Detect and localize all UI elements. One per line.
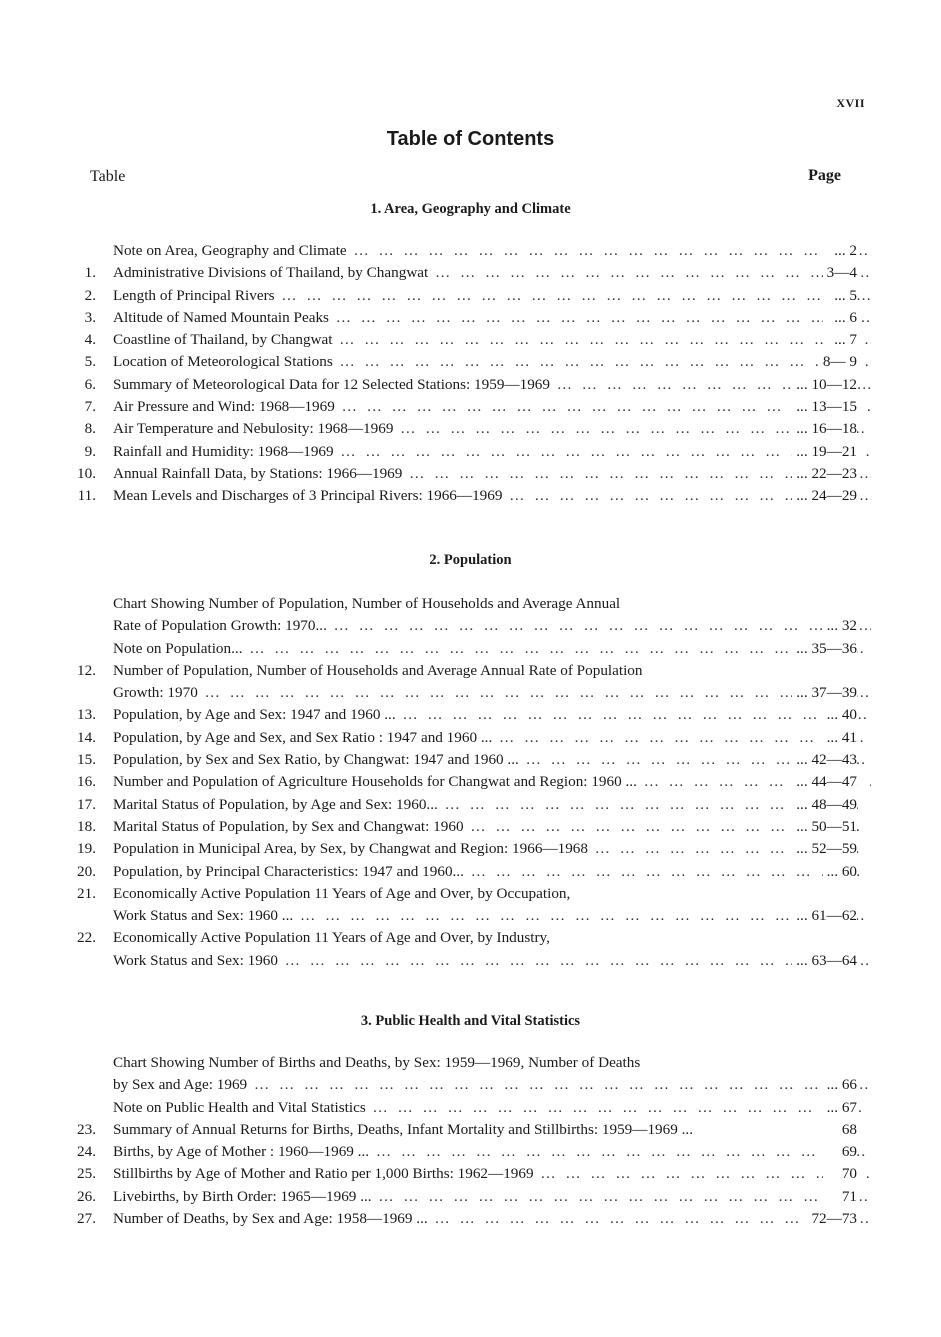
toc-entry bbox=[0, 262, 941, 284]
entry-page: ... 6 bbox=[823, 307, 857, 329]
entry-page: 69 bbox=[823, 1141, 857, 1163]
toc-entry bbox=[0, 307, 941, 329]
toc-entry bbox=[0, 950, 941, 972]
entry-title: Rate of Population Growth: 1970... … … … … … … … … … … … … … … … … … … … … … … … … … … … … … … … … … … … … … … … … bbox=[113, 615, 871, 637]
toc-entry bbox=[0, 285, 941, 307]
entry-title: Population, by Sex and Sex Ratio, by Changwat: 1947 and 1960 ... … … … … … … … … … … … … … … … … … … … … … … … … … … … … … … … … … … … … … … … … bbox=[113, 749, 871, 771]
entry-page: ... 60 bbox=[823, 861, 857, 883]
entry-number: 26. bbox=[77, 1187, 96, 1205]
entry-page: ... 24—29 bbox=[792, 485, 857, 507]
entry-title: Work Status and Sex: 1960 … … … … … … … … … … … … … … … … … … … … … … … … … … … … … … … … … … … … … … … … bbox=[113, 950, 871, 972]
entry-page: 3—4 bbox=[823, 262, 857, 284]
toc-entry bbox=[0, 463, 941, 485]
section-area-geography bbox=[0, 198, 941, 508]
entry-title: Population in Municipal Area, by Sex, by Changwat and Region: 1966—1968 … … … … … … … … … … … … … … … … … … … … … … … … … … … … … … … … … … … … … … … … bbox=[113, 838, 871, 860]
entry-page: 8— 9 bbox=[819, 351, 857, 373]
section-heading: 1. Area, Geography and Climate bbox=[370, 201, 571, 217]
entry-title: Coastline of Thailand, by Changwat … … … … … … … … … … … … … … … … … … … … … … … … … … … … … … … … … … … … … … … … bbox=[113, 329, 871, 351]
entry-page: ... 2 bbox=[823, 240, 857, 262]
entry-title: Altitude of Named Mountain Peaks … … … … … … … … … … … … … … … … … … … … … … … … … … … … … … … … … … … … … … … … bbox=[113, 307, 871, 329]
entry-list bbox=[0, 240, 941, 508]
entry-title: Air Temperature and Nebulosity: 1968—1969 … … … … … … … … … … … … … … … … … … … … … … … … … … … … … … … … … … … … … … … … bbox=[113, 418, 871, 440]
toc-entry bbox=[0, 1186, 941, 1208]
entry-number: 21. bbox=[77, 884, 96, 902]
entry-title: Summary of Annual Returns for Births, Deaths, Infant Mortality and Stillbirths: 1959—1969 ... bbox=[113, 1120, 694, 1138]
toc-entry bbox=[0, 749, 941, 771]
toc-entry bbox=[0, 374, 941, 396]
entry-number: 3. bbox=[84, 308, 96, 326]
entry-title: Administrative Divisions of Thailand, by Changwat … … … … … … … … … … … … … … … … … … … … … … … … … … … … … … … … … … … … … … … … bbox=[113, 262, 871, 284]
entry-page: 72—73 bbox=[807, 1208, 857, 1230]
entry-title: Economically Active Population 11 Years of Age and Over, by Occupation, bbox=[113, 884, 571, 902]
toc-entry bbox=[0, 329, 941, 351]
page-number: XVII bbox=[836, 96, 865, 110]
entry-page: ... 5 bbox=[823, 285, 857, 307]
toc-entry bbox=[0, 794, 941, 816]
toc-entry bbox=[0, 883, 941, 905]
entry-page: ... 44—47 bbox=[792, 771, 857, 793]
toc-entry bbox=[0, 1074, 941, 1096]
entry-page: 70 bbox=[823, 1163, 857, 1185]
entry-title: Note on Public Health and Vital Statistics … … … … … … … … … … … … … … … … … … … … … … … … … … … … … … … … … … … … … … … … bbox=[113, 1097, 871, 1119]
section-heading: 3. Public Health and Vital Statistics bbox=[360, 1013, 581, 1029]
entry-title: Livebirths, by Birth Order: 1965—1969 ... … … … … … … … … … … … … … … … … … … … … … … … … … … … … … … … … … … … … … … … … bbox=[113, 1186, 871, 1208]
entry-title: Number and Population of Agriculture Households for Changwat and Region: 1960 ... … … … … … … … … … … … … … … … … … … … … … … … … … … … … … … … … … … … … … … … … bbox=[113, 771, 871, 793]
entry-page: ... 22—23 bbox=[792, 463, 857, 485]
toc-entry bbox=[0, 838, 941, 860]
entry-number: 5. bbox=[84, 353, 96, 371]
entry-page: ... 7 bbox=[823, 329, 857, 351]
entry-page: ... 32 bbox=[823, 615, 857, 637]
toc-entry bbox=[0, 351, 941, 373]
toc-entry bbox=[0, 816, 941, 838]
toc-entry bbox=[0, 1208, 941, 1230]
entry-page: ... 41 bbox=[823, 727, 857, 749]
entry-number: 8. bbox=[84, 420, 96, 438]
toc-entry bbox=[0, 1119, 941, 1141]
entry-title: Population, by Age and Sex, and Sex Ratio : 1947 and 1960 ... … … … … … … … … … … … … … … … … … … … … … … … … … … … … … … … … … … … … … … … … bbox=[113, 727, 871, 749]
entry-list bbox=[0, 1052, 941, 1230]
entry-title: Marital Status of Population, by Age and Sex: 1960... … … … … … … … … … … … … … … … … … … … … … … … … … … … … … … … … … … … … … … … … bbox=[113, 794, 871, 816]
entry-page: ... 61—62 bbox=[792, 905, 857, 927]
entry-number: 10. bbox=[77, 464, 96, 482]
toc-entry bbox=[0, 771, 941, 793]
entry-number: 27. bbox=[77, 1210, 96, 1228]
entry-number: 6. bbox=[84, 375, 96, 393]
section-heading: 2. Population bbox=[429, 552, 512, 568]
entry-page: ... 10—12 bbox=[792, 374, 857, 396]
entry-number: 23. bbox=[77, 1120, 96, 1138]
entry-number: 25. bbox=[77, 1165, 96, 1183]
entry-title: Air Pressure and Wind: 1968—1969 … … … … … … … … … … … … … … … … … … … … … … … … … … … … … … … … … … … … … … … … bbox=[113, 396, 871, 418]
entry-number: 9. bbox=[84, 442, 96, 460]
entry-title: Work Status and Sex: 1960 ... … … … … … … … … … … … … … … … … … … … … … … … … … … … … … … … … … … … … … … … … bbox=[113, 905, 871, 927]
entry-page: ... 48—49 bbox=[792, 794, 857, 816]
entry-title: by Sex and Age: 1969 … … … … … … … … … … … … … … … … … … … … … … … … … … … … … … … … … … … … … … … … bbox=[113, 1074, 871, 1096]
entry-title: Number of Population, Number of Households and Average Annual Rate of Population bbox=[113, 661, 643, 679]
entry-title: Population, by Principal Characteristics: 1947 and 1960... … … … … … … … … … … … … … … … … … … … … … … … … … … … … … … … … … … … … … … … … bbox=[113, 861, 871, 883]
page-title: Table of Contents bbox=[386, 128, 555, 150]
toc-entry bbox=[0, 593, 941, 615]
entry-number: 1. bbox=[84, 264, 96, 282]
entry-page: ... 66 bbox=[823, 1074, 857, 1096]
toc-entry bbox=[0, 927, 941, 949]
toc-entry bbox=[0, 660, 941, 682]
entry-page: 68 bbox=[823, 1119, 857, 1141]
entry-page: ... 67 bbox=[823, 1097, 857, 1119]
entry-title: Summary of Meteorological Data for 12 Selected Stations: 1959—1969 … … … … … … … … … … … … … … … … … … … … … … … … … … … … … … … … … … … … … … … … bbox=[113, 374, 871, 396]
entry-title: Chart Showing Number of Population, Number of Households and Average Annual bbox=[113, 595, 621, 612]
section-population bbox=[0, 549, 941, 972]
entry-number: 13. bbox=[77, 706, 96, 724]
entry-number: 20. bbox=[77, 862, 96, 880]
entry-number: 15. bbox=[77, 751, 96, 769]
entry-number: 14. bbox=[77, 728, 96, 746]
toc-entry bbox=[0, 396, 941, 418]
entry-number: 11. bbox=[77, 487, 96, 505]
toc-entry bbox=[0, 727, 941, 749]
entry-page: ... 42—43 bbox=[792, 749, 857, 771]
entry-number: 24. bbox=[77, 1143, 96, 1161]
entry-title: Number of Deaths, by Sex and Age: 1958—1969 ... … … … … … … … … … … … … … … … … … … … … … … … … … … … … … … … … … … … … … … … … bbox=[113, 1208, 871, 1230]
entry-number: 7. bbox=[84, 398, 96, 416]
entry-title: Births, by Age of Mother : 1960—1969 ... … … … … … … … … … … … … … … … … … … … … … … … … … … … … … … … … … … … … … … … … bbox=[113, 1141, 871, 1163]
entry-page: 71 bbox=[823, 1186, 857, 1208]
entry-number: 4. bbox=[84, 331, 96, 349]
toc-entry bbox=[0, 441, 941, 463]
entry-number: 19. bbox=[77, 840, 96, 858]
entry-title: Note on Area, Geography and Climate … … … … … … … … … … … … … … … … … … … … … … … … … … … … … … … … … … … … … … … … bbox=[113, 240, 871, 262]
entry-number: 16. bbox=[77, 773, 96, 791]
entry-number: 2. bbox=[84, 286, 96, 304]
entry-number: 22. bbox=[77, 929, 96, 947]
entry-number: 17. bbox=[77, 795, 96, 813]
toc-entry bbox=[0, 638, 941, 660]
entry-title: Annual Rainfall Data, by Stations: 1966—1969 … … … … … … … … … … … … … … … … … … … … … … … … … … … … … … … … … … … … … … … … bbox=[113, 463, 871, 485]
entry-title: Length of Principal Rivers … … … … … … … … … … … … … … … … … … … … … … … … … … … … … … … … … … … … … … … … bbox=[113, 285, 871, 307]
entry-page: ... 63—64 bbox=[792, 950, 857, 972]
entry-page: ... 50—51 bbox=[792, 816, 857, 838]
entry-title: Mean Levels and Discharges of 3 Principal Rivers: 1966—1969 … … … … … … … … … … … … … … … … … … … … … … … … … … … … … … … … … … … … … … … … bbox=[113, 485, 871, 507]
entry-title: Marital Status of Population, by Sex and Changwat: 1960 … … … … … … … … … … … … … … … … … … … … … … … … … … … … … … … … … … … … … … … … bbox=[113, 816, 871, 838]
section-public-health bbox=[0, 1010, 941, 1230]
toc-entry bbox=[0, 682, 941, 704]
entry-page: ... 40 bbox=[823, 704, 857, 726]
entry-title: Note on Population... … … … … … … … … … … … … … … … … … … … … … … … … … … … … … … … … … … … … … … … … bbox=[113, 638, 871, 660]
entry-title: Rainfall and Humidity: 1968—1969 … … … … … … … … … … … … … … … … … … … … … … … … … … … … … … … … … … … … … … … … bbox=[113, 441, 871, 463]
entry-title: Stillbirths by Age of Mother and Ratio per 1,000 Births: 1962—1969 … … … … … … … … … … … … … … … … … … … … … … … … … … … … … … … … … … … … … … … … bbox=[113, 1163, 871, 1185]
toc-entry bbox=[0, 615, 941, 637]
entry-page: ... 35—36 bbox=[792, 638, 857, 660]
entry-title: Economically Active Population 11 Years of Age and Over, by Industry, bbox=[113, 929, 550, 947]
entry-page: ... 19—21 bbox=[792, 441, 857, 463]
entry-number: 12. bbox=[77, 661, 96, 679]
toc-entry bbox=[0, 704, 941, 726]
toc-entry bbox=[0, 905, 941, 927]
toc-entry bbox=[0, 1052, 941, 1074]
page-column-label: Page bbox=[808, 167, 841, 184]
toc-entry bbox=[0, 1097, 941, 1119]
entry-title: Growth: 1970 … … … … … … … … … … … … … … … … … … … … … … … … … … … … … … … … … … … … … … … … bbox=[113, 682, 871, 704]
entry-page: ... 37—39 bbox=[792, 682, 857, 704]
toc-entry bbox=[0, 861, 941, 883]
entry-title: Population, by Age and Sex: 1947 and 1960 ... … … … … … … … … … … … … … … … … … … … … … … … … … … … … … … … … … … … … … … … … bbox=[113, 704, 871, 726]
entry-number: 18. bbox=[77, 817, 96, 835]
entry-list bbox=[0, 593, 941, 972]
toc-entry bbox=[0, 1163, 941, 1185]
toc-entry bbox=[0, 240, 941, 262]
entry-page: ... 13—15 bbox=[792, 396, 857, 418]
toc-entry bbox=[0, 485, 941, 507]
entry-page: ... 16—18 bbox=[792, 418, 857, 440]
entry-title: Chart Showing Number of Births and Deaths, by Sex: 1959—1969, Number of Deaths bbox=[113, 1054, 641, 1071]
toc-entry bbox=[0, 1141, 941, 1163]
table-column-label: Table bbox=[90, 168, 126, 185]
entry-page: ... 52—59 bbox=[792, 838, 857, 860]
toc-entry bbox=[0, 418, 941, 440]
entry-title: Location of Meteorological Stations … … … … … … … … … … … … … … … … … … … … … … … … … … … … … … … … … … … … … … … … bbox=[113, 351, 871, 373]
